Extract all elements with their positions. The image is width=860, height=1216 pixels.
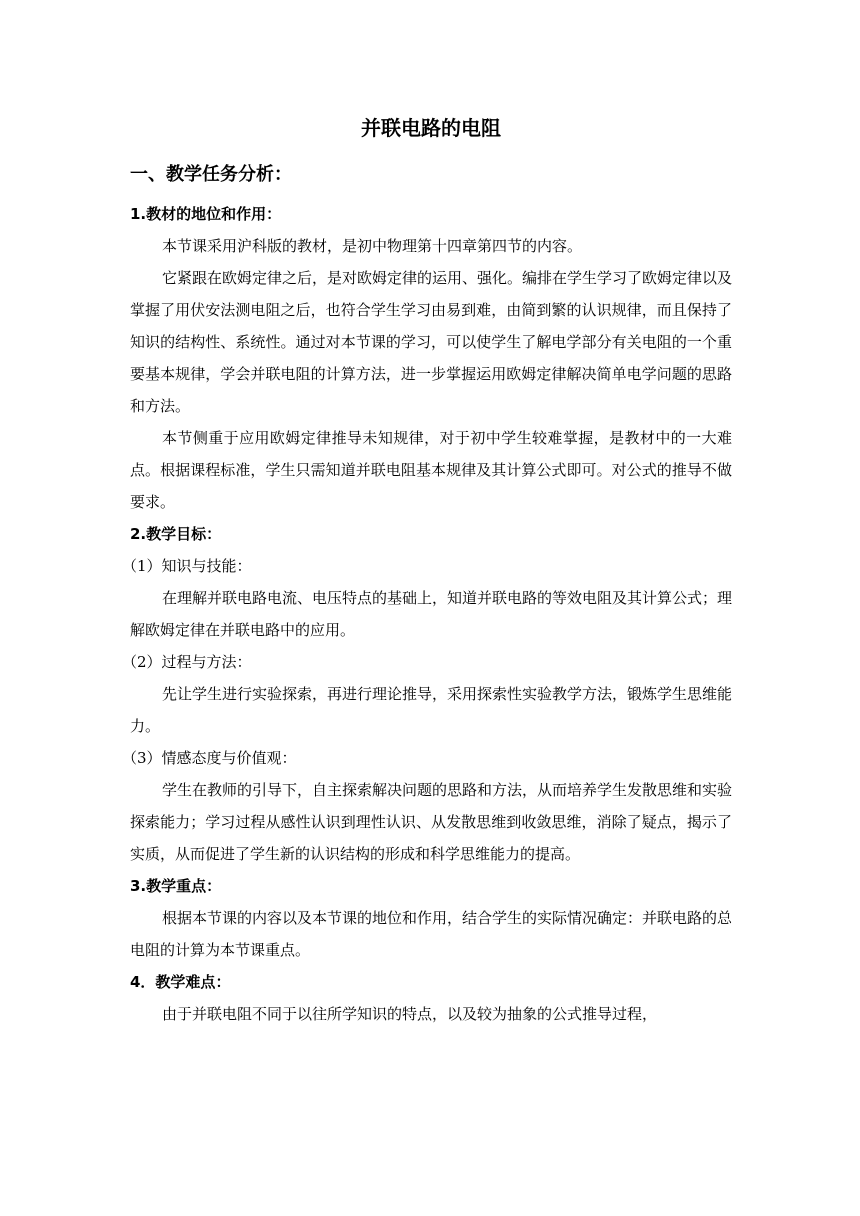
paragraph-teaching-difficulty: 由于并联电阻不同于以往所学知识的特点，以及较为抽象的公式推导过程， [162,1005,658,1023]
subheading-teaching-goals: 2.教学目标： [130,525,222,543]
paragraph-teaching-focus: 根据本节课的内容以及本节课的地位和作用，结合学生的实际情况确定：并联电路的总电阻的计算为本节课重点。 [130,909,733,959]
subheading-teaching-difficulty: 4．教学难点： [130,973,231,991]
goal-knowledge-heading: （1）知识与技能： [122,557,252,575]
goal-knowledge-text: 在理解并联电路电流、电压特点的基础上，知道并联电路的等效电阻及其计算公式；理解欧姆定律在并联电路中的应用。 [130,589,733,639]
subheading-teaching-focus: 3.教学重点： [130,877,222,895]
goal-attitude-text: 学生在教师的引导下，自主探索解决问题的思路和方法，从而培养学生发散思维和实验探索能力；学习过程从感性认识到理性认识、从发散思维到收敛思维，消除了疑点，揭示了实质，从而促进了学生新的认识结构的形成和科学思维能力的提高。 [130,781,733,863]
goal-process-heading: （2）过程与方法： [122,653,252,671]
subheading-textbook-role: 1.教材的地位和作用： [130,205,282,223]
document-page [122,108,733,1030]
document-title: 并联电路的电阻 [361,116,501,140]
paragraph-textbook-intro: 本节课采用沪科版的教材，是初中物理第十四章第四节的内容。 [162,237,583,255]
paragraph-textbook-difficulty: 本节侧重于应用欧姆定律推导未知规律，对于初中学生较难掌握，是教材中的一大难点。根据课程标准，学生只需知道并联电阻基本规律及其计算公式即可。对公式的推导不做要求。 [130,429,732,511]
paragraph-textbook-position: 它紧跟在欧姆定律之后，是对欧姆定律的运用、强化。编排在学生学习了欧姆定律以及掌握了用伏安法测电阻之后，也符合学生学习由易到难，由简到繁的认识规律，而且保持了知识的结构性、系统性。通过对本节课的学习，可以使学生了解电学部分有关电阻的一个重要基本规律，学会并联电阻的计算方法，进一步掌握运用欧姆定律解决简单电学问题的思路和方法。 [130,269,733,415]
goal-attitude-heading: （3）情感态度与价值观： [122,749,297,767]
section-heading-teaching-task-analysis: 一、教学任务分析： [130,164,292,185]
goal-process-text: 先让学生进行实验探索，再进行理论推导，采用探索性实验教学方法，锻炼学生思维能力。 [130,685,733,735]
